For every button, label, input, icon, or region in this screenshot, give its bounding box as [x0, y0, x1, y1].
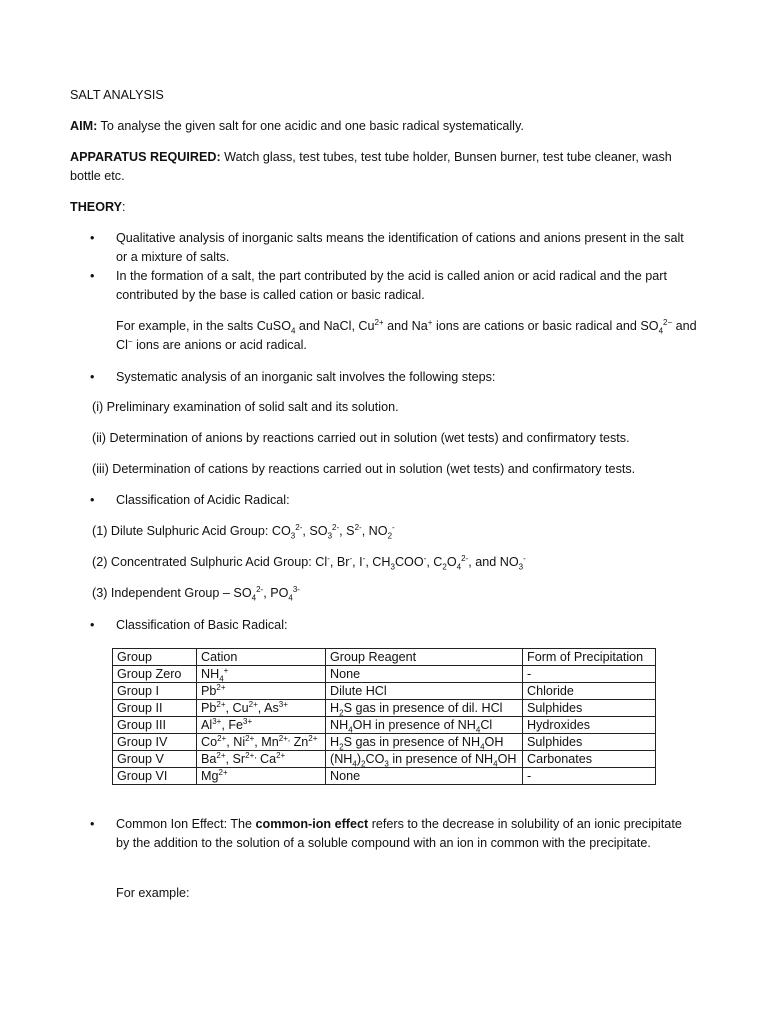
form-cell: -	[523, 666, 656, 683]
cation-cell	[197, 683, 326, 700]
superscript: -	[362, 553, 366, 563]
subscript: 4	[493, 759, 498, 769]
subscript: 4	[480, 742, 485, 752]
acid-group-concentrated	[92, 553, 698, 572]
table-row	[113, 734, 656, 751]
superscript: 2+	[216, 750, 226, 760]
text-run: Common Ion Effect: The	[116, 817, 256, 831]
reagent-cell	[326, 751, 523, 768]
text-run: Al	[201, 718, 213, 732]
text-run: Cl	[480, 718, 493, 732]
cation-cell	[197, 751, 326, 768]
header-cell: Form of Precipitation	[523, 649, 656, 666]
superscript: 2+	[216, 682, 226, 692]
text-run: (2) Concentrated Sulphuric Acid Group: Cl	[92, 555, 328, 569]
subscript: 4	[290, 326, 296, 336]
text-run: O	[446, 555, 457, 569]
form-cell: Hydroxides	[523, 717, 656, 734]
bullet-acidic-radical: Classification of Acidic Radical:	[116, 493, 290, 507]
reagent-cell: Dilute HCl	[326, 683, 523, 700]
bullet-salt-formation: In the formation of a salt, the part contributed by the acid is called anion or acid radical and the part contributed by the base is called cation or basic radical.	[116, 269, 667, 302]
text-run: , Br	[329, 555, 350, 569]
superscript: 2+	[374, 317, 384, 327]
subscript: 2	[387, 531, 393, 541]
aim-text: To analyse the given salt for one acidic and one basic radical systematically.	[97, 119, 524, 133]
superscript: 2-	[256, 584, 264, 594]
acid-group-dilute	[92, 522, 698, 541]
text-run: , Sr	[225, 752, 246, 766]
superscript: 3+	[212, 716, 222, 726]
subscript: 4	[348, 725, 353, 735]
table-row	[113, 768, 656, 785]
superscript: 3-	[292, 584, 300, 594]
theory-heading	[70, 198, 698, 217]
text-run: and Na	[383, 319, 428, 333]
text-run: OH in presence of NH	[352, 718, 476, 732]
form-cell: Carbonates	[523, 751, 656, 768]
text-run: (NH	[330, 752, 353, 766]
apparatus-label: APPARATUS REQUIRED:	[70, 150, 221, 164]
table-row	[113, 666, 656, 683]
form-cell: Sulphides	[523, 734, 656, 751]
table-row	[113, 700, 656, 717]
superscript: +	[427, 317, 433, 327]
text-run: CO	[365, 752, 385, 766]
step-item: (i) Preliminary examination of solid salt and its solution.	[92, 400, 399, 414]
text-run: in presence of NH	[388, 752, 494, 766]
aim-paragraph	[70, 117, 698, 136]
bullet-common-ion-effect	[116, 815, 698, 853]
text-run: , NO	[361, 524, 388, 538]
text-run: and Cl	[116, 319, 697, 352]
header-cell: Group Reagent	[326, 649, 523, 666]
subscript: 2	[339, 708, 344, 718]
subscript: 4	[456, 562, 462, 572]
text-run: NH	[330, 718, 349, 732]
group-cell: Group IV	[113, 734, 197, 751]
subscript: 4	[658, 326, 664, 336]
superscript: 2+	[217, 733, 227, 743]
group-cell: Group Zero	[113, 666, 197, 683]
text-run: OH	[497, 752, 517, 766]
text-run: COO	[394, 555, 424, 569]
step-item: (ii) Determination of anions by reactions carried out in solution (wet tests) and confirmatory tests.	[92, 431, 630, 445]
subscript: 4	[288, 593, 293, 603]
text-run: , C	[426, 555, 443, 569]
superscript: -	[423, 553, 427, 563]
text-run: NH	[201, 667, 220, 681]
superscript: 2+	[308, 733, 318, 743]
group-cell: Group V	[113, 751, 197, 768]
bullet-basic-radical: Classification of Basic Radical:	[116, 618, 288, 632]
subscript: 3	[518, 562, 524, 572]
superscript: 2-	[295, 522, 303, 532]
subscript: 4	[251, 593, 257, 603]
for-example-label: For example:	[116, 886, 190, 900]
text-run: , Fe	[221, 718, 244, 732]
form-cell: Chloride	[523, 683, 656, 700]
apparatus-paragraph	[70, 148, 698, 186]
superscript: -	[327, 553, 330, 563]
cation-cell	[197, 717, 326, 734]
subscript: 3	[384, 759, 389, 769]
text-run: H	[330, 701, 340, 715]
superscript: 2+	[276, 750, 286, 760]
superscript: 2+	[245, 733, 255, 743]
table-row	[113, 751, 656, 768]
text-run: Zn	[290, 735, 309, 749]
text-run: OH	[484, 735, 504, 749]
text-run: (3) Independent Group – SO	[92, 586, 252, 600]
text-run: and NaCl, Cu	[295, 319, 375, 333]
table-header-row	[113, 649, 656, 666]
text-run: refers to the decrease in solubility of an ionic precipitate by the addition to the solution of a soluble compound with an ion in common with the precipitate.	[116, 817, 682, 850]
text-run: Mg	[201, 769, 219, 783]
step-item: (iii) Determination of cations by reactions carried out in solution (wet tests) and confirmatory tests.	[92, 462, 636, 476]
text-run: , and NO	[468, 555, 519, 569]
superscript: 3+	[243, 716, 253, 726]
text-run: , PO	[263, 586, 289, 600]
text-run: , Mn	[254, 735, 279, 749]
header-cell: Group	[113, 649, 197, 666]
text-run: Ba	[201, 752, 217, 766]
text-run: , SO	[302, 524, 328, 538]
text-run: , Cu	[225, 701, 249, 715]
form-cell: -	[523, 768, 656, 785]
text-run: )	[356, 752, 362, 766]
text-run: Pb	[201, 684, 217, 698]
subscript: 3	[390, 562, 395, 572]
subscript: 4	[475, 725, 481, 735]
superscript: 2-	[332, 522, 340, 532]
reagent-cell	[326, 717, 523, 734]
reagent-cell: None	[326, 768, 523, 785]
text-run: S gas in presence of dil. HCl	[343, 701, 503, 715]
document-title: SALT ANALYSIS	[70, 88, 164, 102]
text-run: For example, in the salts CuSO	[116, 319, 291, 333]
group-cell: Group I	[113, 683, 197, 700]
aim-label: AIM:	[70, 119, 98, 133]
header-cell: Cation	[197, 649, 326, 666]
bullet-systematic-analysis: Systematic analysis of an inorganic salt involves the following steps:	[116, 370, 496, 384]
group-cell: Group III	[113, 717, 197, 734]
superscript: 3+	[278, 699, 288, 709]
superscript: 2-	[461, 553, 469, 563]
superscript: 2−	[663, 317, 673, 327]
reagent-cell: None	[326, 666, 523, 683]
text-run: , As	[257, 701, 279, 715]
cation-cell	[197, 666, 326, 683]
superscript: -	[392, 522, 395, 532]
group-cell: Group VI	[113, 768, 197, 785]
superscript: 2+,	[245, 750, 257, 760]
bullet-qualitative-analysis: Qualitative analysis of inorganic salts means the identification of cations and anions present in the salt or a mixture of salts.	[116, 231, 684, 264]
form-cell: Sulphides	[523, 700, 656, 717]
table-row	[113, 717, 656, 734]
superscript: 2+	[218, 767, 228, 777]
text-run: ions are anions or acid radical.	[132, 338, 307, 352]
group-cell: Group II	[113, 700, 197, 717]
text-run: S gas in presence of NH	[343, 735, 481, 749]
superscript: −	[127, 336, 133, 346]
basic-radical-table	[112, 648, 656, 785]
superscript: 2+	[248, 699, 258, 709]
subscript: 2	[442, 562, 447, 572]
superscript: -	[349, 553, 353, 563]
subscript: 2	[361, 759, 366, 769]
cation-cell	[197, 768, 326, 785]
subscript: 4	[352, 759, 357, 769]
cation-cell	[197, 700, 326, 717]
text-run: ions are cations or basic radical and SO	[432, 319, 659, 333]
superscript: 2+	[216, 699, 226, 709]
text-run: Ca	[256, 752, 277, 766]
cation-cell	[197, 734, 326, 751]
superscript: 2+,	[278, 733, 291, 743]
theory-colon: :	[122, 200, 126, 214]
superscript: +	[223, 665, 229, 675]
reagent-cell	[326, 700, 523, 717]
superscript: -	[523, 553, 526, 563]
text-run: , CH	[365, 555, 391, 569]
ion-example-paragraph	[116, 317, 698, 355]
common-ion-effect-term: common-ion effect	[255, 817, 369, 831]
apparatus-text: Watch glass, test tubes, test tube holder, Bunsen burner, test tube cleaner, wash bottle etc.	[70, 150, 672, 183]
text-run: H	[330, 735, 340, 749]
table-row	[113, 683, 656, 700]
superscript: 2-	[354, 522, 362, 532]
text-run: , S	[339, 524, 355, 538]
subscript: 3	[327, 531, 333, 541]
reagent-cell	[326, 734, 523, 751]
text-run: Co	[201, 735, 218, 749]
subscript: 2	[339, 742, 344, 752]
text-run: , I	[352, 555, 363, 569]
theory-label: THEORY	[70, 200, 123, 214]
subscript: 3	[290, 531, 296, 541]
acid-group-independent	[92, 584, 698, 603]
text-run: Pb	[201, 701, 217, 715]
subscript: 4	[219, 674, 224, 684]
text-run: (1) Dilute Sulphuric Acid Group: CO	[92, 524, 291, 538]
text-run: , Ni	[226, 735, 246, 749]
